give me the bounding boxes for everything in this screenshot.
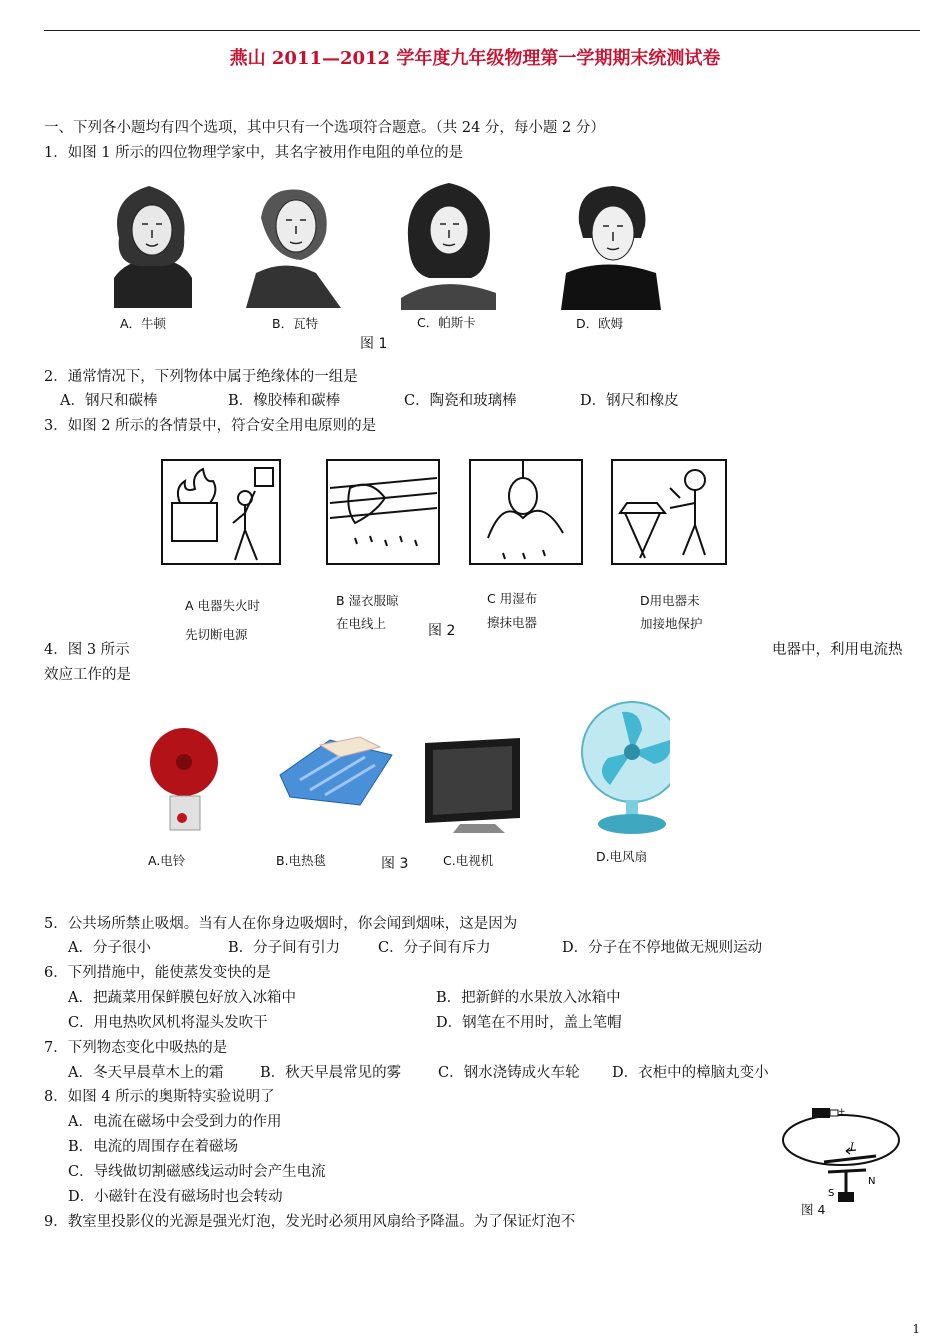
q5-option-d: D．分子在不停地做无规则运动 — [562, 940, 763, 956]
q8-option-c: C．导线做切割磁感线运动时会产生电流 — [68, 1164, 326, 1180]
q4-caption-a: A.电铃 — [148, 853, 186, 868]
q3-caption-c-2: 擦抹电器 — [487, 615, 538, 630]
svg-text:N: N — [868, 1176, 876, 1187]
question-3-stem: 3．如图 2 所示的各情景中，符合安全用电原则的是 — [44, 418, 377, 434]
q3-caption-b-1: B 湿衣服晾 — [336, 593, 399, 608]
q3-caption-c-1: C 用湿布 — [487, 591, 538, 606]
scene-a — [162, 460, 280, 564]
portrait-pascal — [401, 183, 496, 310]
q7-option-a: A．冬天早晨草木上的霜 — [68, 1065, 224, 1081]
figure-2-label: 图 2 — [428, 623, 456, 639]
q2-option-a: A．钢尺和碳棒 — [60, 393, 158, 409]
q7-option-d: D．衣柜中的樟脑丸变小 — [612, 1065, 769, 1081]
q8-option-a: A．电流在磁场中会受到力的作用 — [68, 1114, 282, 1130]
scene-b — [327, 460, 439, 564]
page-title: 燕山 2011—2012 学年度九年级物理第一学期期末统测试卷 — [229, 48, 721, 69]
q8-option-b: B．电流的周围存在着磁场 — [68, 1139, 239, 1155]
section-heading: 一、下列各小题均有四个选项，其中只有一个选项符合题意。（共 24 分，每小题 2 分） — [44, 120, 605, 136]
question-2-stem: 2．通常情况下，下列物体中属于绝缘体的一组是 — [44, 369, 358, 385]
appliance-images — [140, 700, 670, 840]
q3-caption-a-1: A 电器失火时 — [185, 598, 261, 613]
q6-option-d: D．钢笔在不用时，盖上笔帽 — [436, 1015, 622, 1031]
q5-option-c: C．分子间有斥力 — [378, 940, 491, 956]
q2-option-d: D．钢尺和橡皮 — [580, 393, 679, 409]
q8-option-d: D．小磁针在没有磁场时也会转动 — [68, 1189, 283, 1205]
svg-text:S: S — [828, 1188, 835, 1199]
q3-caption-d-2: 加接地保护 — [640, 616, 703, 631]
physicist-portraits — [96, 178, 666, 310]
q1-caption-d: D．欧姆 — [576, 316, 624, 331]
q4-caption-b: B.电热毯 — [276, 853, 327, 868]
page-number: 1 — [912, 1322, 920, 1336]
question-4-stem-right: 电器中，利用电流热 — [772, 642, 903, 658]
oersted-experiment-diagram — [776, 1100, 916, 1210]
q5-option-a: A．分子很小 — [68, 940, 151, 956]
figure-4-label: 图 4 — [801, 1202, 826, 1217]
question-4-stem-left: 4．图 3 所示 — [44, 642, 130, 658]
question-9-stem: 9．教室里投影仪的光源是强光灯泡，发光时必须用风扇给予降温。为了保证灯泡不 — [44, 1214, 576, 1230]
question-6-stem: 6．下列措施中，能使蒸发变快的是 — [44, 965, 271, 981]
electric-blanket-icon — [280, 737, 392, 805]
q3-caption-d-1: D用电器未 — [640, 593, 700, 608]
q1-caption-c: C．帕斯卡 — [417, 315, 476, 330]
header-rule — [44, 30, 920, 31]
scene-c — [470, 460, 582, 564]
battery-icon — [812, 1108, 830, 1118]
q5-option-b: B．分子间有引力 — [228, 940, 341, 956]
q6-option-a: A．把蔬菜用保鲜膜包好放入冰箱中 — [68, 990, 296, 1006]
electric-bell-icon — [150, 728, 218, 830]
q4-caption-d: D.电风扇 — [596, 849, 648, 864]
q6-option-b: B．把新鲜的水果放入冰箱中 — [436, 990, 621, 1006]
q7-option-b: B．秋天早晨常见的雾 — [260, 1065, 402, 1081]
portrait-watt — [246, 190, 341, 308]
q6-option-c: C．用电热吹风机将湿头发吹干 — [68, 1015, 268, 1031]
svg-text:I: I — [850, 1142, 854, 1153]
question-4-stem-cont: 效应工作的是 — [44, 667, 131, 683]
portrait-newton — [114, 186, 192, 308]
svg-text:+: + — [838, 1107, 846, 1117]
figure-1-label: 图 1 — [360, 336, 388, 352]
portrait-ohm — [561, 186, 661, 310]
q1-caption-a: A．牛顿 — [120, 316, 167, 331]
q4-caption-c: C.电视机 — [443, 853, 494, 868]
q3-caption-b-2: 在电线上 — [336, 616, 387, 631]
question-7-stem: 7．下列物态变化中吸热的是 — [44, 1040, 228, 1056]
electric-fan-icon — [582, 702, 670, 834]
question-5-stem: 5．公共场所禁止吸烟。当有人在你身边吸烟时，你会闻到烟味，这是因为 — [44, 916, 518, 932]
q3-caption-a-2: 先切断电源 — [185, 627, 248, 642]
q7-option-c: C．钢水浇铸成火车轮 — [438, 1065, 580, 1081]
question-8-stem: 8．如图 4 所示的奥斯特实验说明了 — [44, 1089, 275, 1105]
television-icon — [425, 738, 520, 833]
q2-option-c: C．陶瓷和玻璃棒 — [404, 393, 517, 409]
scene-d — [612, 460, 726, 564]
safety-scenes — [160, 458, 730, 568]
question-1-stem: 1．如图 1 所示的四位物理学家中，其名字被用作电阻的单位的是 — [44, 145, 464, 161]
q1-caption-b: B．瓦特 — [272, 316, 319, 331]
q2-option-b: B．橡胶棒和碳棒 — [228, 393, 341, 409]
figure-3-label: 图 3 — [381, 856, 409, 872]
